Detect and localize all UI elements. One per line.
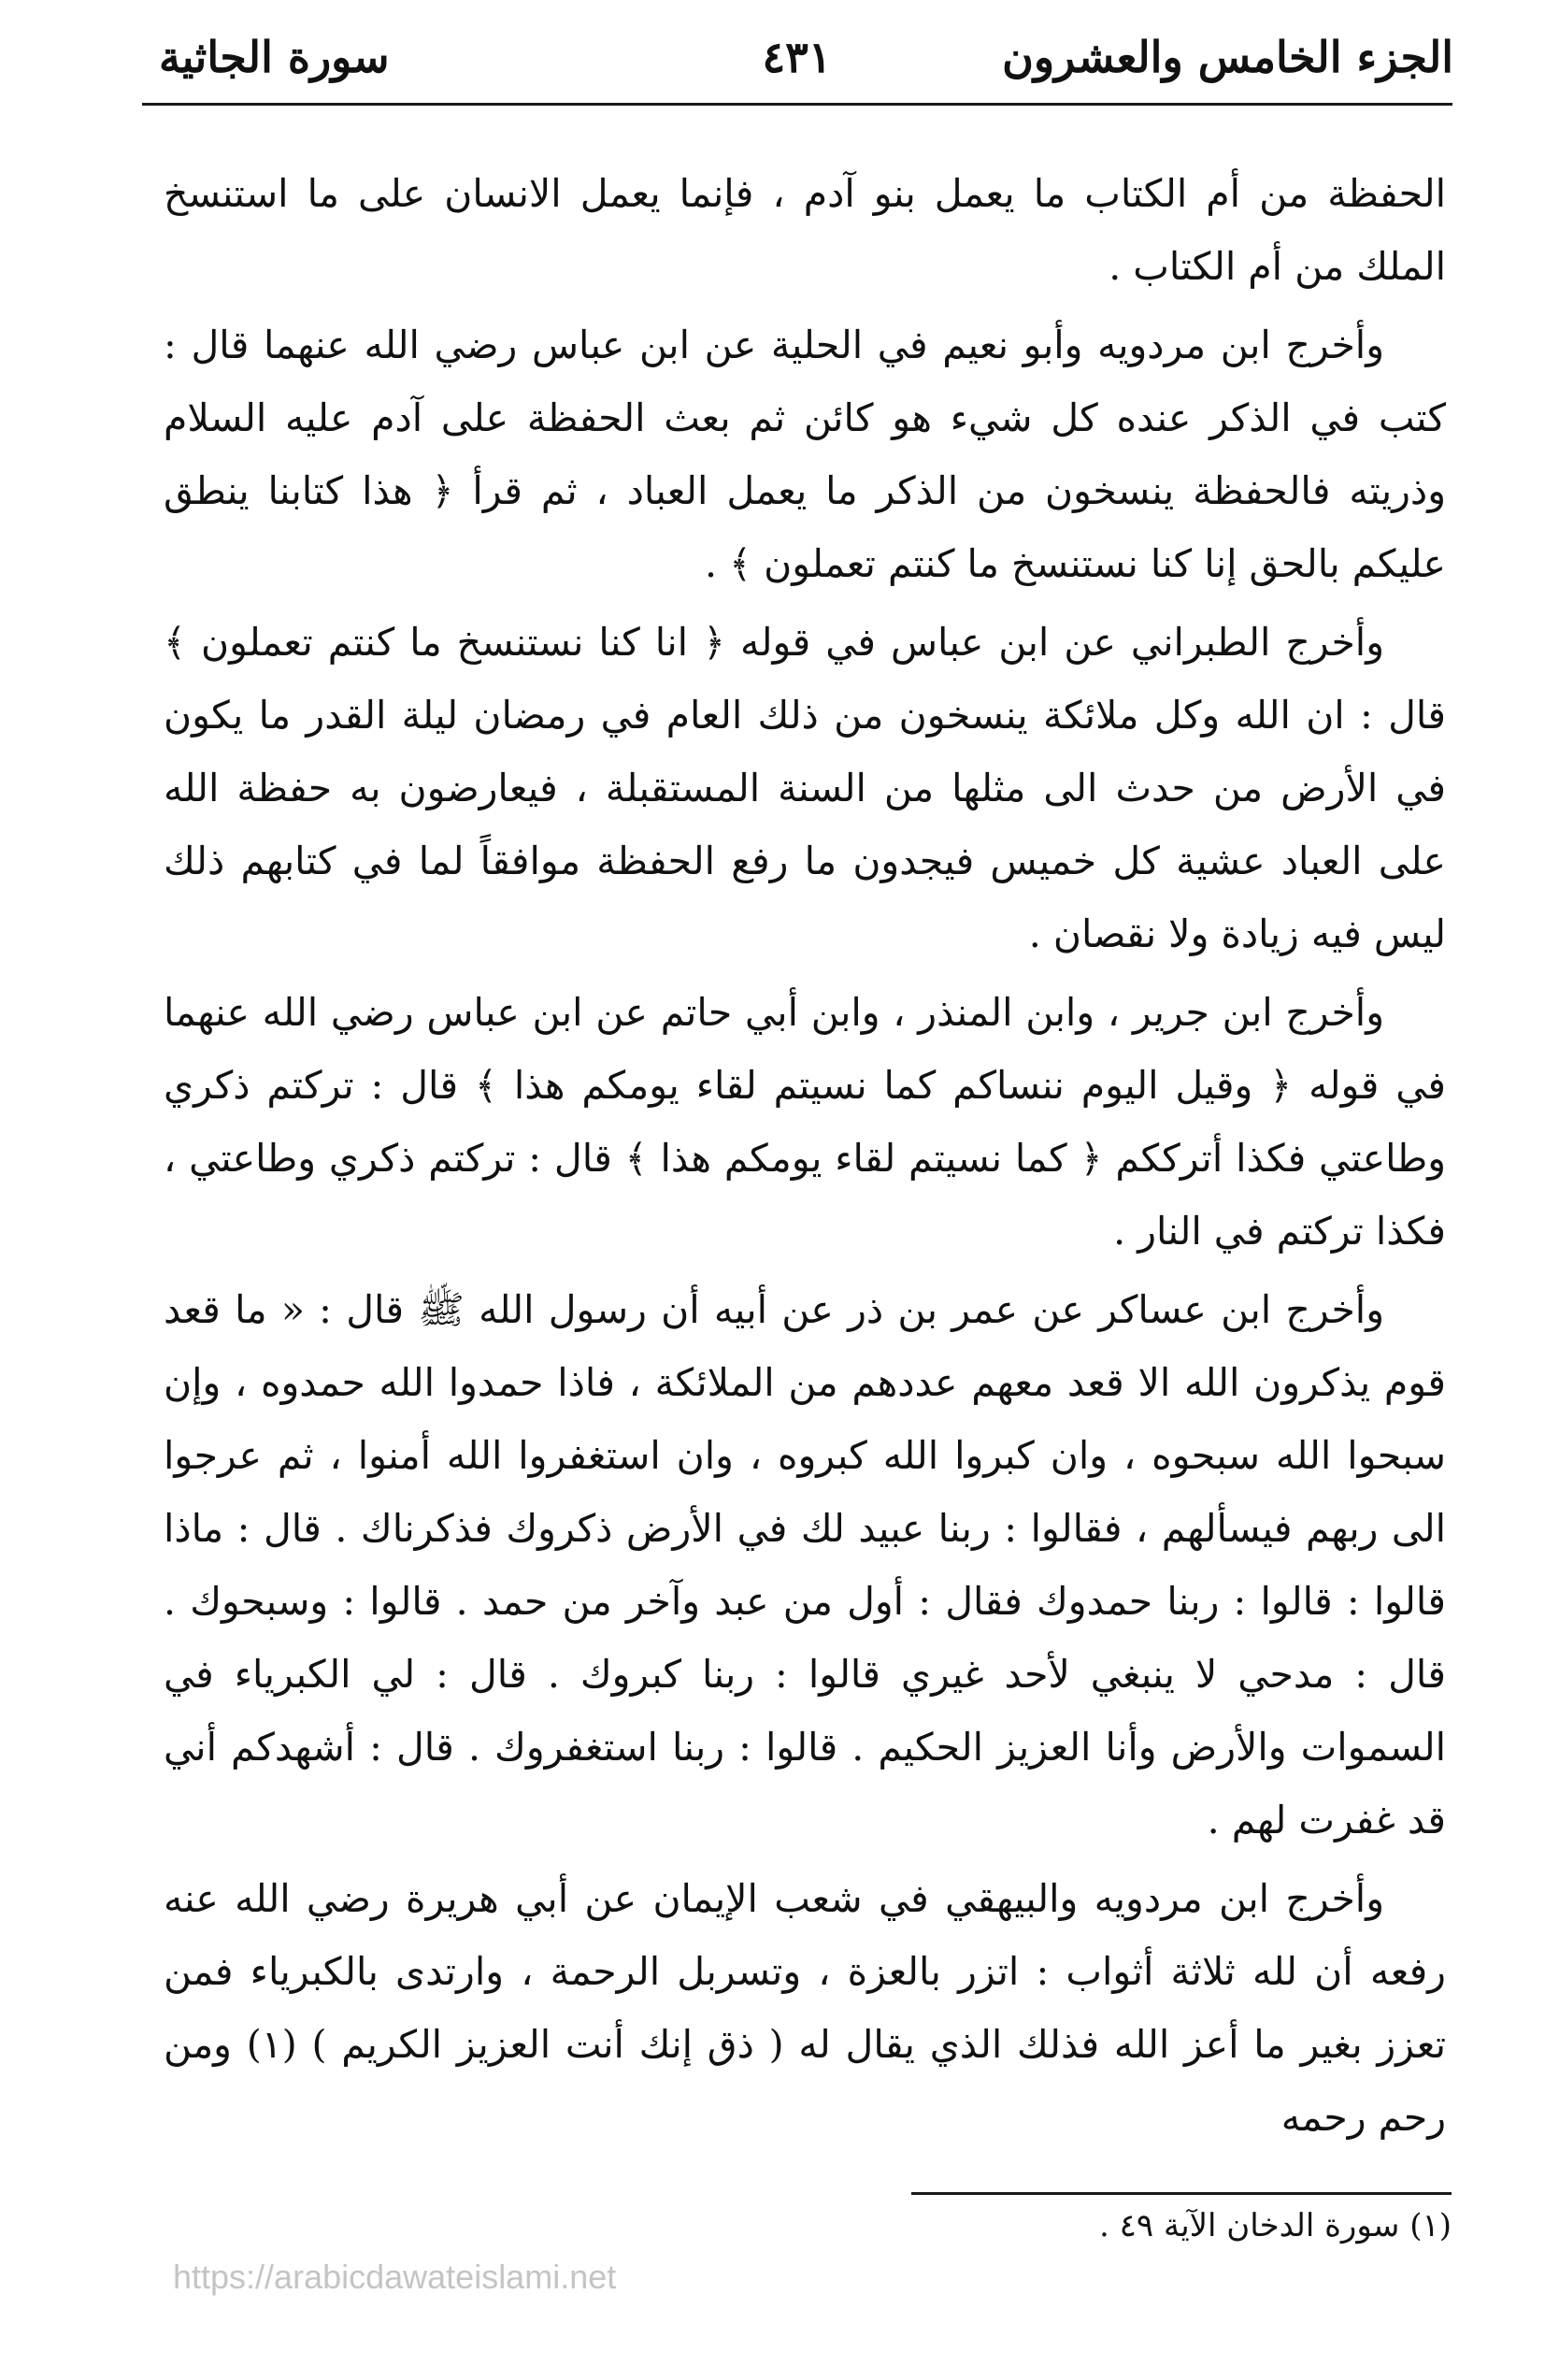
page-number: ٤٣١	[762, 32, 832, 82]
page-header	[140, 21, 1453, 107]
footnote: (١) سورة الدخان الآية ٤٩ .	[1099, 2207, 1452, 2244]
watermark-url: https://arabicdawateislami.net	[173, 2258, 617, 2296]
paragraph: وأخرج ابن مردويه والبيهقي في شعب الإيمان عن أبي هريرة رضي الله عنه رفعه أن لله ثلاثة أثواب : اتزر بالعزة ، وتسربل الرحمة ، وارتدى بالكبرياء فمن تعزز بغير ما أعز الله فذلك الذي يقال له ( ذق إنك أنت العزيز الكريم ) (١) ومن رحم رحمه	[164, 1876, 1446, 2140]
part-title: الجزء الخامس والعشرون	[1002, 32, 1453, 82]
footnote-divider	[911, 2192, 1452, 2195]
paragraph: الحفظة من أم الكتاب ما يعمل بنو آدم ، فإنما يعمل الانسان على ما استنسخ الملك من أم الكتاب .	[164, 171, 1446, 289]
paragraph: وأخرج ابن عساكر عن عمر بن ذر عن أبيه أن رسول الله ﷺ قال : « ما قعد قوم يذكرون الله الا قعد معهم عددهم من الملائكة ، فاذا حمدوا الله حمدوه ، وإن سبحوا الله سبحوه ، وان كبروا الله كبروه ، وان استغفروا الله أمنوا ، ثم عرجوا الى ربهم فيسألهم ، فقالوا : ربنا عبيد لك في الأرض ذكروك فذكرناك . قال : ماذا قالوا : قالوا : ربنا حمدوك فقال : أول من عبد وآخر من حمد . قالوا : وسبحوك . قال : مدحي لا ينبغي لأحد غيري قالوا : ربنا كبروك . قال : لي الكبرياء في السموات والأرض وأنا العزيز الحكيم . قالوا : ربنا استغفروك . قال : أشهدكم أني قد غفرت لهم .	[164, 1287, 1446, 1842]
header-divider	[142, 103, 1452, 106]
paragraph: وأخرج الطبراني عن ابن عباس في قوله ﴿ انا كنا نستنسخ ما كنتم تعملون ﴾ قال : ان الله وكل ملائكة ينسخون من ذلك العام في رمضان ليلة القدر ما يكون في الأرض من حدث الى مثلها من السنة المستقبلة ، فيعارضون به حفظة الله على العباد عشية كل خميس فيجدون ما رفع الحفظة موافقاً لما في كتابهم ذلك ليس فيه زيادة ولا نقصان .	[164, 620, 1446, 956]
surah-title: سورة الجاثية	[159, 32, 390, 82]
main-text	[164, 157, 1446, 2159]
paragraph: وأخرج ابن مردويه وأبو نعيم في الحلية عن ابن عباس رضي الله عنهما قال : كتب في الذكر عنده كل شيء هو كائن ثم بعث الحفظة على آدم عليه السلام وذريته فالحفظة ينسخون من الذكر ما يعمل العباد ، ثم قرأ ﴿ هذا كتابنا ينطق عليكم بالحق إنا كنا نستنسخ ما كنتم تعملون ﴾ .	[164, 323, 1446, 586]
paragraph: وأخرج ابن جرير ، وابن المنذر ، وابن أبي حاتم عن ابن عباس رضي الله عنهما في قوله ﴿ وقيل اليوم ننساكم كما نسيتم لقاء يومكم هذا ﴾ قال : تركتم ذكري وطاعتي فكذا أترككم ﴿ كما نسيتم لقاء يومكم هذا ﴾ قال : تركتم ذكري وطاعتي ، فكذا تركتم في النار .	[164, 990, 1446, 1254]
